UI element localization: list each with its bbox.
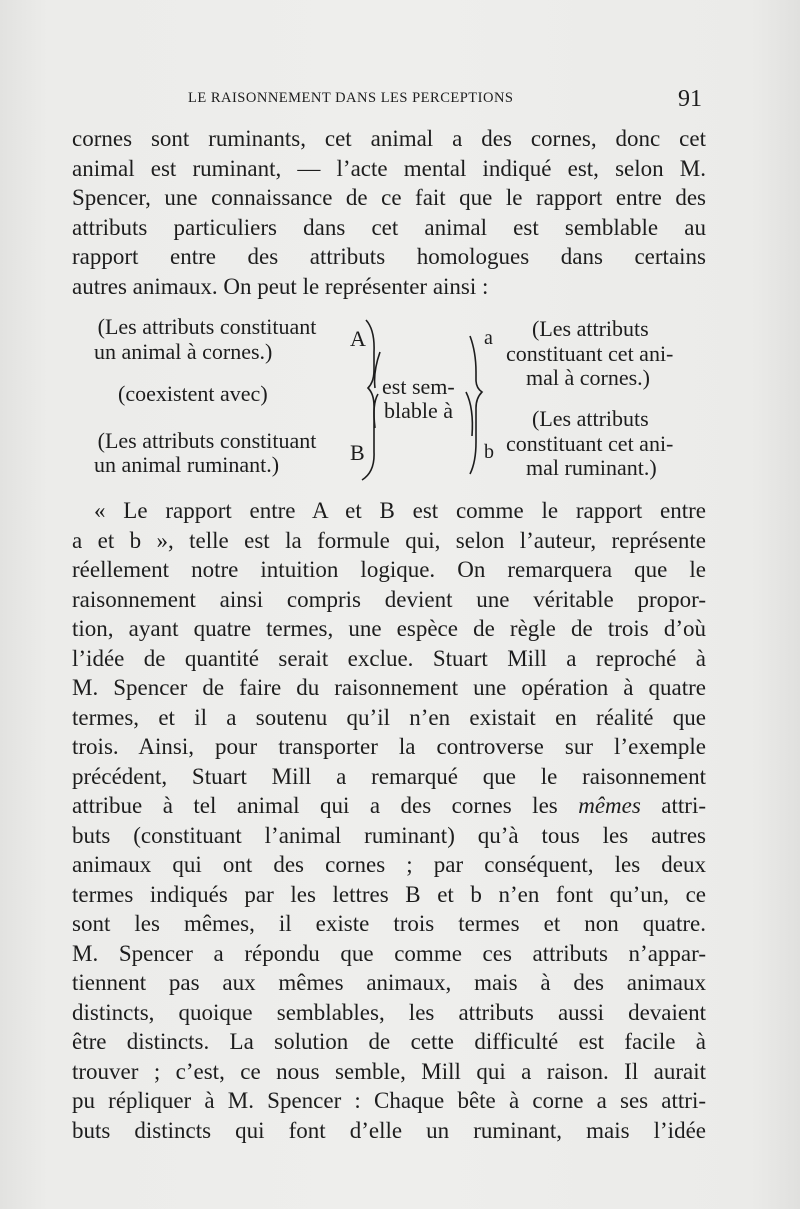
left-middle: (coexistent avec) — [118, 381, 268, 406]
text-line: sont les mêmes, il existe trois termes et non quatre. — [72, 911, 706, 936]
right-top-line1: (Les attributs — [532, 316, 649, 341]
letter-b: b — [484, 441, 494, 463]
text-line: termes indiqués par les lettres B et b n’en font qu’un, ce — [72, 881, 706, 907]
left-bottom-line1: (Les attributs constituant — [97, 428, 317, 453]
right-bottom-line2: constituant cet ani- — [506, 431, 674, 456]
right-top-line2: constituant cet ani- — [506, 341, 674, 366]
right-top-line3: mal à cornes.) — [526, 365, 650, 390]
text-line: M. Spencer a répondu que comme ces attributs n’appar- — [72, 940, 706, 966]
paragraph-top — [72, 124, 706, 301]
right-bottom-line1: (Les attributs — [532, 406, 649, 431]
text-line: rapport entre des attributs homologues dans certains — [72, 244, 706, 269]
text-line: trois. Ainsi, pour transporter la controverse sur l’exemple — [72, 734, 706, 759]
text-line: tiennent pas aux mêmes animaux, mais à des animaux — [72, 970, 706, 995]
brace-left-inner — [375, 352, 380, 388]
text-line: Spencer, une connaissance de ce fait que le rapport entre des — [72, 185, 706, 210]
italic-word: mêmes — [578, 793, 641, 818]
text-line: tion, ayant quatre termes, une espèce de règle de trois d’où — [72, 616, 706, 641]
text-line: animal est ruminant, — l’acte mental indiqué est, selon M. — [72, 155, 706, 181]
center-line2: blable à — [384, 398, 454, 423]
text-segment: attribue à tel animal qui a des cornes les — [72, 793, 579, 818]
text-line: raisonnement ainsi compris devient une véritable propor- — [72, 586, 706, 612]
left-top-line2: un animal à cornes.) — [94, 339, 273, 364]
letter-B: B — [350, 440, 365, 465]
text-line-with-italic — [72, 791, 706, 821]
brace-left-inner-low — [374, 394, 378, 428]
letter-A: A — [350, 326, 366, 351]
text-line: attributs particuliers dans cet animal est semblable au — [72, 214, 706, 240]
text-line: précédent, Stuart Mill a remarqué que le raisonnement — [72, 763, 706, 789]
right-bottom-line3: mal ruminant.) — [526, 455, 657, 480]
left-bottom-line2: un animal ruminant.) — [94, 452, 280, 477]
proportion-diagram — [72, 312, 706, 482]
text-line: buts (constituant l’animal ruminant) qu’à tous les autres — [72, 822, 706, 848]
text-line: être distincts. La solution de cette difficulté est facile à — [72, 1029, 706, 1054]
text-line: l’idée de quantité serait exclue. Stuart Mill a reproché à — [72, 645, 706, 671]
text-line: réellement notre intuition logique. On remarquera que le — [72, 557, 706, 582]
text-line: « Le rapport entre A et B est comme le rapport entre — [94, 498, 706, 523]
center-line1: est sem- — [382, 374, 455, 399]
text-line: cornes sont ruminants, cet animal a des cornes, donc cet — [72, 126, 706, 151]
text-line: pu répliquer à M. Spencer : Chaque bête à corne a ses attri- — [72, 1088, 706, 1113]
page-number: 91 — [678, 86, 702, 112]
text-line: a et b », telle est la formule qui, selon l’auteur, représente — [72, 527, 706, 553]
text-line: distincts, quoique semblables, les attributs aussi devaient — [72, 999, 706, 1025]
text-segment: attri- — [640, 793, 706, 818]
text-line: animaux qui ont des cornes ; par conséquent, les deux — [72, 852, 706, 877]
brace-right — [470, 336, 482, 474]
text-line: termes, et il a soutenu qu’il n’en existait en réalité que — [72, 704, 706, 730]
text-line: trouver ; c’est, ce nous semble, Mill qui a raison. Il aurait — [72, 1058, 706, 1084]
text-line: M. Spencer de faire du raisonnement une opération à quatre — [72, 675, 706, 700]
paragraph-bottom — [72, 496, 706, 1145]
text-line: autres animaux. On peut le représenter ainsi : — [72, 273, 489, 299]
left-top-line1: (Les attributs constituant — [97, 314, 317, 339]
brace-right-inner — [466, 392, 472, 436]
running-title: LE RAISONNEMENT DANS LES PERCEPTIONS — [188, 90, 514, 106]
text-line: buts distincts qui font d’elle un ruminant, mais l’idée — [72, 1117, 706, 1143]
letter-a: a — [484, 327, 493, 349]
